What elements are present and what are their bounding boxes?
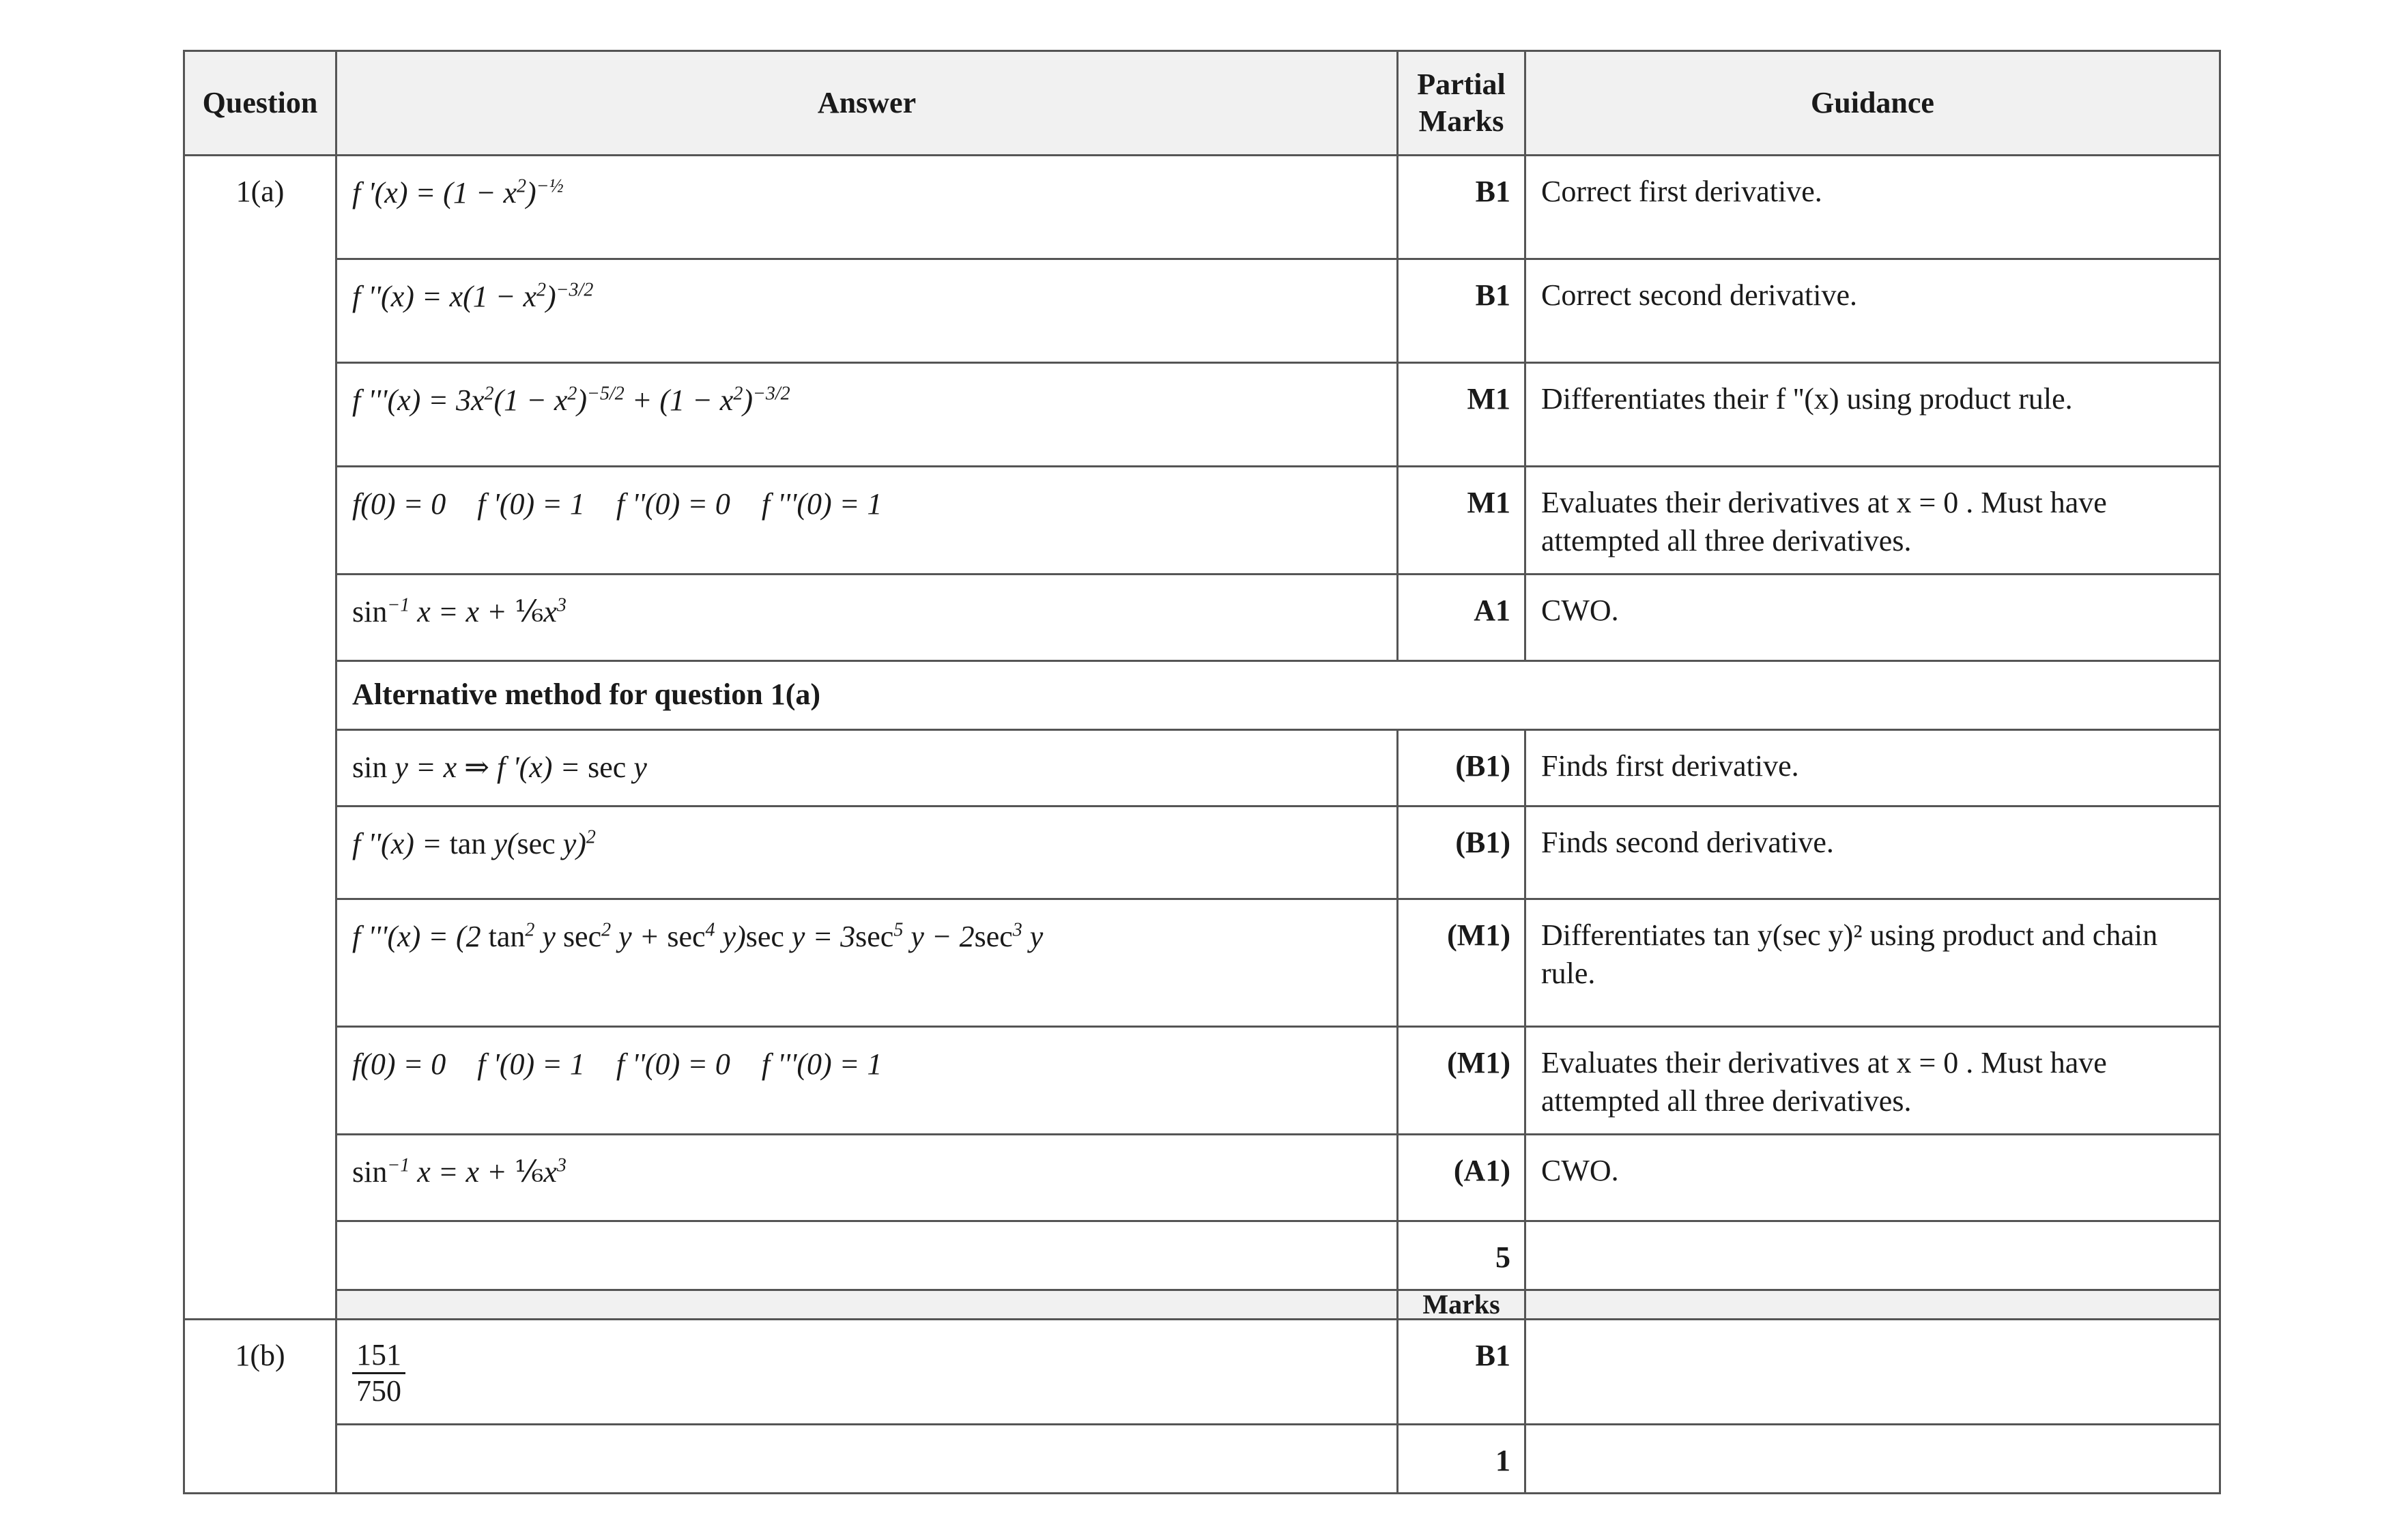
- guidance-cell: Finds first derivative.: [1525, 730, 2220, 807]
- answer-cell: [336, 1221, 1398, 1290]
- table-row: [184, 1135, 2220, 1221]
- answer-cell: [336, 467, 1398, 575]
- answer-math: $\sin^{-1} x = x$ + $\frac{1}{6}x^3$: [352, 1154, 567, 1189]
- partial-marks-header: Partial Marks: [1398, 51, 1525, 156]
- alt-method-row: [184, 661, 2220, 730]
- guidance-cell: [1525, 1221, 2220, 1290]
- table-row: [184, 1320, 2220, 1425]
- marks-cell: M1: [1398, 467, 1525, 575]
- marks-cell: (M1): [1398, 899, 1525, 1027]
- question-header: Question: [184, 51, 336, 156]
- answer-cell: [336, 259, 1398, 363]
- marks-cell: (B1): [1398, 807, 1525, 899]
- answer-cell: [336, 1425, 1398, 1494]
- table-row: [184, 1027, 2220, 1135]
- separator-guidance: [1525, 1290, 2220, 1320]
- answer-cell: [336, 807, 1398, 899]
- answer-math: f ''(x) = tan y(sec y)$^2$: [352, 826, 596, 860]
- table-row: [184, 259, 2220, 363]
- guidance-cell: Correct first derivative.: [1525, 156, 2220, 259]
- question-label: 1(b): [184, 1320, 336, 1494]
- answer-cell: [336, 899, 1398, 1027]
- separator-row: [184, 1290, 2220, 1320]
- guidance-cell: Finds second derivative.: [1525, 807, 2220, 899]
- guidance-cell: CWO.: [1525, 1135, 2220, 1221]
- guidance-cell: Correct second derivative.: [1525, 259, 2220, 363]
- guidance-header: Guidance: [1525, 51, 2220, 156]
- fraction-denominator: 750: [356, 1374, 401, 1408]
- marks-cell: (M1): [1398, 1027, 1525, 1135]
- table-row: [184, 730, 2220, 807]
- answer-math: f '$(x) = (1 - x^2)^{-\frac{1}{2}}$: [352, 175, 564, 209]
- answer-math: f(0) = 0 f '(0) = 1 f ''(0) = 0 f '''(0) = 1: [352, 1047, 883, 1081]
- total-marks: 1: [1398, 1425, 1525, 1494]
- answer-cell: [336, 575, 1398, 661]
- answer-math: f(0) = 0 f '(0) = 1 f ''(0) = 0 f '''(0) = 1: [352, 487, 883, 521]
- answer-header: Answer: [336, 51, 1398, 156]
- answer-math: f '''(x) = (2 $\tan^2 y$ $\sec^2 y + \sec^4 y)\sec$ $y = 3\sec^5$ $y - 2\sec^3$ y: [352, 919, 1044, 953]
- answer-cell: [336, 1320, 1398, 1425]
- marks-cell: B1: [1398, 259, 1525, 363]
- fraction-numerator: 151: [352, 1338, 405, 1374]
- answer-cell: [336, 1027, 1398, 1135]
- table-row: [184, 807, 2220, 899]
- header-row: [184, 51, 2220, 156]
- alt-method-heading: Alternative method for question 1(a): [336, 661, 2220, 730]
- table-row: [184, 575, 2220, 661]
- mark-scheme-table: [183, 50, 2221, 1494]
- total-row: [184, 1425, 2220, 1494]
- table-row: [184, 156, 2220, 259]
- answer-math: sin y = x ⇒ f '(x) = sec y: [352, 751, 647, 784]
- marks-cell: A1: [1398, 575, 1525, 661]
- answer-cell: [336, 156, 1398, 259]
- answer-math: $\sin^{-1} x = x$ + $\frac{1}{6}x^3$: [352, 594, 567, 628]
- total-marks: 5: [1398, 1221, 1525, 1290]
- answer-math: f '''$(x) = 3x^2(1 - x^2)^{-5/2} + (1 - x^2)^{-3/2}$: [352, 383, 790, 417]
- answer-cell: [336, 730, 1398, 807]
- total-row: [184, 1221, 2220, 1290]
- separator-marks: Marks: [1398, 1290, 1525, 1320]
- guidance-text: Differentiates tan y(sec y)² using product and chain rule.: [1541, 918, 2158, 990]
- guidance-cell: Differentiates their f ''(x) using product rule.: [1525, 363, 2220, 467]
- question-label: 1(a): [184, 156, 336, 1320]
- table-row: [184, 467, 2220, 575]
- marks-cell: (A1): [1398, 1135, 1525, 1221]
- answer-math: f ''$(x) = x(1 - x^2)^{-3/2}$: [352, 279, 594, 313]
- marks-cell: (B1): [1398, 730, 1525, 807]
- answer-cell: [336, 1135, 1398, 1221]
- guidance-cell: [1525, 1425, 2220, 1494]
- guidance-cell: [1525, 1320, 2220, 1425]
- fraction: [352, 1338, 405, 1408]
- answer-cell: [336, 363, 1398, 467]
- guidance-cell: [1525, 899, 2220, 1027]
- marks-cell: M1: [1398, 363, 1525, 467]
- marks-cell: B1: [1398, 156, 1525, 259]
- guidance-cell: CWO.: [1525, 575, 2220, 661]
- table-row: [184, 363, 2220, 467]
- guidance-cell: Evaluates their derivatives at x = 0 . Must have attempted all three derivatives.: [1525, 1027, 2220, 1135]
- separator-answer: [336, 1290, 1398, 1320]
- table-row: [184, 899, 2220, 1027]
- guidance-cell: Evaluates their derivatives at x = 0 . Must have attempted all three derivatives.: [1525, 467, 2220, 575]
- marks-cell: B1: [1398, 1320, 1525, 1425]
